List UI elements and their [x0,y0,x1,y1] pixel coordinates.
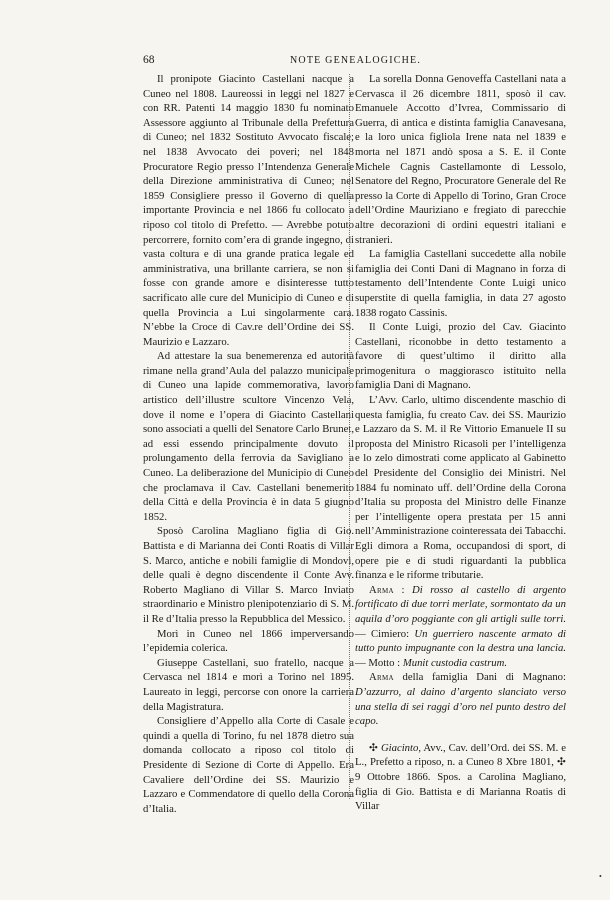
dani-arms-intro: della famiglia Dani di Magnano: [402,671,567,684]
arms-text: Di rosso al castello di argento fortificato di due torri merlate, sormontato da un aquila d’oro poggiante con gli artigli sulle torri. [355,583,566,625]
cimiero-text: Un guerriero nascente armato di tutto punto impugnante con la destra una lancia. [355,627,567,655]
arms-label: Arma [369,583,394,596]
dani-arms-blazon [355,670,566,728]
margin-mark: • [599,872,602,881]
paragraph: Il Conte Luigi, prozio del Cav. Giacinto Castellani, riconobbe in detto testamento a favore di quest’ultimo il diritto alla primogenitura o maggiorasco istituito nella famiglia Dani di Magnano. [355,321,566,392]
dani-arms-text: D’azzurro, al daino d’argento slanciato verso una stella di sei raggi d’oro nel punto destro del capo. [355,685,566,728]
running-head: NOTE GENEALOGICHE. [290,55,422,66]
cross-symbol: ✣ [369,741,378,754]
dani-arms-label: Arma [369,671,394,684]
cimiero-label: Cimiero [371,627,407,640]
right-column [355,72,566,814]
page-number: 68 [143,54,155,66]
paragraph: La famiglia Castellani succedette alla nobile famiglia dei Conti Dani di Magnano in forza di testamento dell’Intendente Conte Luigi unico superstite di quella famiglia, in data 27 agosto 1838 rogato Cassinis. [355,248,566,319]
genealogy-text: , Avv., Cav. dell’Ord. dei SS. M. e L., Prefetto a riposo, n. a Cuneo 8 Xbre 1801, ✣ 9 Ottobre 1866. Spos. a Carolina Magliano, figlia di Gio. Battista e di Marianna Roatis di Villar [355,741,567,813]
motto-text: Munit custodia castrum. [402,656,508,669]
paragraph: La sorella Donna Genoveffa Castellani nata a Cervasca il 26 dicembre 1811, sposò il cav. Emanuele Accotto d’Ivrea, Commissario di Guerra, di antica e distinta famiglia Canavesana, e la loro unica figliola Irene nata nel 1839 e morta nel 1871 andò sposa a S. E. il Conte Michele Cagnis Castellamonte di Lessolo, Senatore del Regno, Procuratore Generale del Re presso la Corte di Appello di Torino, Gran Croce dell’Ordine Mauriziano e fregiato di parecchie altre decorazioni di ordini equestri italiani e stranieri. [355,73,566,246]
motto-label: Motto [368,656,395,669]
paragraph: Ad attestare la sua benemerenza ed autorità rimane nella grand’Aula del palazzo municipale di Cuneo una lapide commemorativa, lavoro artistico dell’illustre scultore Vincenzo Vela, dove il nome e l’opera di Giacinto Castellani sono associati a quelli del Senatore Carlo Brunet, ad essi essendo principalmente dovuto il prolungamento della ferrovia da Savigliano a Cuneo. La deliberazione del Municipio di Cuneo che proclamava il Cav. Castellani benemerito della Città e della Provincia è in data 5 giugno 1852. [143,350,354,523]
left-column [143,72,354,816]
genealogy-name: Giacinto [380,741,419,754]
paragraph: L’Avv. Carlo, ultimo discendente maschio di questa famiglia, fu creato Cav. dei SS. Maurizio e Lazzaro da S. M. il Re Vittorio Emanuele II su proposta del Ministro Ricasoli per l’intelligenza e lo zelo dimostrati come applicato al Gabinetto del Presidente del Consiglio dei Ministri. Nel 1884 fu nominato uff. dell’Ordine della Corona d’Italia su proposta del Ministro delle Finanze per l’intelligente opera prestata per 15 anni nell’Amministrazione cointeressata dei Tabacchi. Egli dimora a Roma, occupandosi di sport, di opere pie e di studi riguardanti la pubblica finanza e le riforme tributarie. [355,394,566,582]
paragraph: Giuseppe Castellani, suo fratello, nacque a Cervasca nel 1814 e morì a Torino nel 1895. Laureato in leggi, percorse con onore la carriera della Magistratura. [143,656,354,713]
paragraph: Consigliere d’Appello alla Corte di Casale e quindi a quella di Torino, fu nel 1878 dietro sua domanda collocato a riposo col titolo di Presidente di Sezione di Corte di Appello. Era Cavaliere dell’Ordine dei SS. Maurizio e Lazzaro e Commendatore di quello della Corona d’Italia. [143,715,354,815]
spacer [355,729,566,741]
genealogy-entry [355,741,566,814]
paragraph: Sposò Carolina Magliano figlia di Gio. Battista e di Marianna dei Conti Roatis di Villar S. Marco, antiche e nobili famiglie di Mondovì, delle quali è degno discendente il Conte Avv. Roberto Magliano di Villar S. Marco Inviato straordinario e Ministro plenipotenziario di S. M. il Re d’Italia presso la Repubblica del Messico. [143,525,354,625]
paragraph: Il pronipote Giacinto Castellani nacque a Cuneo nel 1808. Laureossi in leggi nel 1827 e con RR. Patenti 14 maggio 1830 fu nominato Assessore aggiunto al Tribunale della Prefettura di Cuneo; nel 1832 Sostituto Avvocato fiscale; nel 1838 Avvocato dei poveri; nel 1848 Procuratore Regio presso l’Intendenza Generale della Direzione amministrativa di Cuneo; nel 1859 Consigliere presso il Governo di quella importante Provincia e nel 1866 fu collocato a riposo col titolo di Prefetto. — Avrebbe potuto percorrere, fornito com’era di grande ingegno, di vasta coltura e di una grande pratica legale ed amministrativa, una brillante carriera, se non si fosse con grande amore e disinteresse tutto sacrificato alle cure del Municipio di Cuneo e di quella Provincia a Lui singolarmente cara. N’ebbe la Croce di Cav.re dell’Ordine dei SS. Maurizio e Lazzaro. [143,73,354,348]
column-divider [349,74,351,799]
arms-blazon: Arma : Di rosso al castello di argento fortificato di due torri merlate, sormontato da un aquila d’oro poggiante con gli artigli sulle torri. — Cimiero: Un guerriero nascente armato di tutto punto impugnante con la destra una lancia. — Motto : Munit custodia castrum. [355,583,567,669]
paragraph: Morì in Cuneo nel 1866 imperversando l’epidemia colerica. [143,627,354,655]
